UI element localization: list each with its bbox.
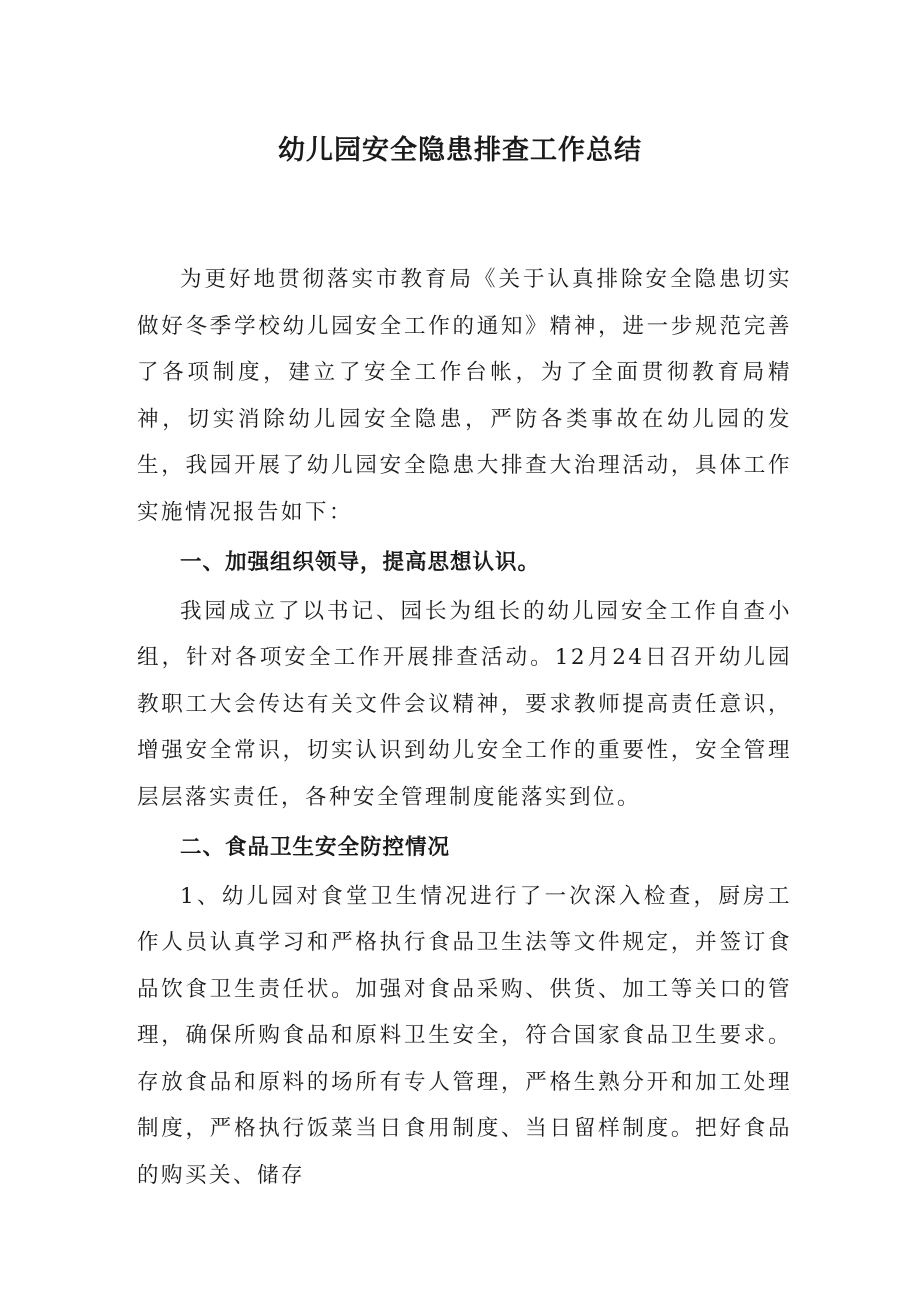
section-2-paragraph: 1、幼儿园对食堂卫生情况进行了一次深入检查，厨房工作人员认真学习和严格执行食品卫生法等文件规定，并签订食品饮食卫生责任状。加强对食品采购、供货、加工等关口的管理，确保所购食品和原料卫生安全，符合国家食品卫生要求。存放食品和原料的场所有专人管理，严格生熟分开和加工处理制度，严格执行饭菜当日食用制度、当日留样制度。把好食品的购买关、储存 bbox=[137, 883, 792, 1188]
section-1-heading: 一、加强组织领导，提高思想认识。 bbox=[180, 550, 541, 575]
intro-paragraph: 为更好地贯彻落实市教育局《关于认真排除安全隐患切实做好冬季学校幼儿园安全工作的通知》精神，进一步规范完善了各项制度，建立了安全工作台帐，为了全面贯彻教育局精神，切实消除幼儿园安全隐患，严防各类事故在幼儿园的发生，我园开展了幼儿园安全隐患大排查大治理活动，具体工作实施情况报告如下： bbox=[137, 267, 792, 525]
section-1-paragraph: 我园成立了以书记、园长为组长的幼儿园安全工作自查小组，针对各项安全工作开展排查活动。12月24日召开幼儿园教职工大会传达有关文件会议精神，要求教师提高责任意识，增强安全常识，切实认识到幼儿安全工作的重要性，安全管理层层落实责任，各种安全管理制度能落实到位。 bbox=[137, 598, 792, 810]
section-2-heading: 二、食品卫生安全防控情况 bbox=[180, 835, 451, 860]
document-title: 幼儿园安全隐患排查工作总结 bbox=[278, 135, 642, 166]
document-body bbox=[137, 257, 792, 1199]
